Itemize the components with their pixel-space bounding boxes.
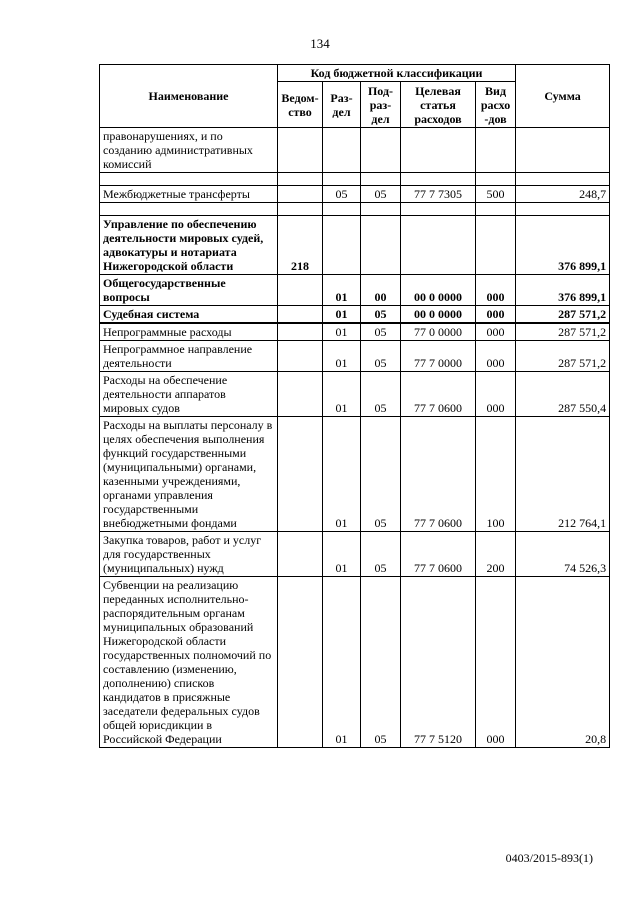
row-cel: 77 7 0600	[401, 532, 476, 577]
row-vid	[476, 216, 516, 275]
row-sum	[516, 128, 610, 173]
row-ved	[278, 577, 323, 748]
row-raz	[323, 128, 361, 173]
row-cel: 77 7 7305	[401, 186, 476, 203]
row-raz	[323, 216, 361, 275]
row-name: Межбюджетные трансферты	[100, 186, 278, 203]
table-row	[100, 323, 610, 341]
spacer-row	[100, 173, 610, 186]
row-pod: 05	[361, 323, 401, 341]
table-row	[100, 577, 610, 748]
row-pod	[361, 216, 401, 275]
row-pod: 00	[361, 275, 401, 306]
row-ved	[278, 323, 323, 341]
row-raz: 01	[323, 323, 361, 341]
table-row	[100, 417, 610, 532]
row-cel	[401, 216, 476, 275]
row-pod	[361, 128, 401, 173]
row-cel: 00 0 0000	[401, 306, 476, 324]
row-sum: 287 571,2	[516, 306, 610, 324]
row-vid: 000	[476, 372, 516, 417]
row-vid: 100	[476, 417, 516, 532]
budget-table	[99, 64, 610, 748]
row-name: Закупка товаров, работ и услуг для государственных (муниципальных) нужд	[100, 532, 278, 577]
row-ved	[278, 417, 323, 532]
row-ved: 218	[278, 216, 323, 275]
row-name: Непрограммное направление деятельности	[100, 341, 278, 372]
row-name: Расходы на обеспечение деятельности аппаратов мировых судов	[100, 372, 278, 417]
header-podrazdel: Под-раз-дел	[361, 82, 401, 128]
row-ved	[278, 186, 323, 203]
row-ved	[278, 128, 323, 173]
row-raz: 05	[323, 186, 361, 203]
row-cel: 77 7 0600	[401, 417, 476, 532]
row-raz: 01	[323, 417, 361, 532]
document-code: 0403/2015-893(1)	[505, 851, 593, 865]
row-ved	[278, 275, 323, 306]
row-vid: 000	[476, 306, 516, 324]
header-celevaya: Целевая статья расходов	[401, 82, 476, 128]
row-sum: 376 899,1	[516, 275, 610, 306]
row-cel: 77 0 0000	[401, 323, 476, 341]
row-vid: 200	[476, 532, 516, 577]
table-row	[100, 128, 610, 173]
row-ved	[278, 372, 323, 417]
page-number: 134	[310, 36, 330, 51]
row-cel	[401, 128, 476, 173]
header-vedomstvo: Ведом-ство	[278, 82, 323, 128]
row-sum: 212 764,1	[516, 417, 610, 532]
row-name: Судебная система	[100, 306, 278, 324]
header-sum: Сумма	[516, 65, 610, 128]
row-vid: 500	[476, 186, 516, 203]
row-raz: 01	[323, 577, 361, 748]
row-sum: 287 571,2	[516, 341, 610, 372]
row-sum: 74 526,3	[516, 532, 610, 577]
row-raz: 01	[323, 532, 361, 577]
row-vid	[476, 128, 516, 173]
table-row	[100, 216, 610, 275]
row-pod: 05	[361, 186, 401, 203]
row-pod: 05	[361, 577, 401, 748]
row-sum: 287 550,4	[516, 372, 610, 417]
table-row	[100, 532, 610, 577]
spacer-row	[100, 203, 610, 216]
row-vid: 000	[476, 577, 516, 748]
row-cel: 77 7 5120	[401, 577, 476, 748]
row-pod: 05	[361, 532, 401, 577]
row-sum: 248,7	[516, 186, 610, 203]
row-cel: 00 0 0000	[401, 275, 476, 306]
table-row	[100, 372, 610, 417]
table-row	[100, 275, 610, 306]
header-razdel: Раз-дел	[323, 82, 361, 128]
row-name: Непрограммные расходы	[100, 323, 278, 341]
header-group: Код бюджетной классификации	[278, 65, 516, 82]
row-ved	[278, 341, 323, 372]
row-vid: 000	[476, 323, 516, 341]
header-vid: Вид расхо -дов	[476, 82, 516, 128]
row-raz: 01	[323, 306, 361, 324]
row-sum: 376 899,1	[516, 216, 610, 275]
row-ved	[278, 306, 323, 324]
row-vid: 000	[476, 275, 516, 306]
row-pod: 05	[361, 341, 401, 372]
row-sum: 287 571,2	[516, 323, 610, 341]
header-name: Наименование	[100, 65, 278, 128]
row-vid: 000	[476, 341, 516, 372]
row-cel: 77 7 0000	[401, 341, 476, 372]
row-ved	[278, 532, 323, 577]
table-row	[100, 306, 610, 324]
row-pod: 05	[361, 306, 401, 324]
row-sum: 20,8	[516, 577, 610, 748]
row-name: Расходы на выплаты персоналу в целях обеспечения выполнения функций государственными (муниципальными) органами, казенными учреждениями, органами управления государственными внебюджетными фондами	[100, 417, 278, 532]
row-name: Субвенции на реализацию переданных исполнительно-распорядительным органам муниципальных образований Нижегородской области государственных полномочий по составлению (изменению, дополнению) списков кандидатов в присяжные заседатели федеральных судов общей юрисдикции в Российской Федерации	[100, 577, 278, 748]
table-row	[100, 341, 610, 372]
row-name: Общегосударственные вопросы	[100, 275, 278, 306]
row-pod: 05	[361, 372, 401, 417]
row-name: Управление по обеспечению деятельности мировых судей, адвокатуры и нотариата Нижегородской области	[100, 216, 278, 275]
row-raz: 01	[323, 372, 361, 417]
row-pod: 05	[361, 417, 401, 532]
row-name: правонарушениях, и по созданию административных комиссий	[100, 128, 278, 173]
row-raz: 01	[323, 275, 361, 306]
row-cel: 77 7 0600	[401, 372, 476, 417]
table-row	[100, 186, 610, 203]
row-raz: 01	[323, 341, 361, 372]
